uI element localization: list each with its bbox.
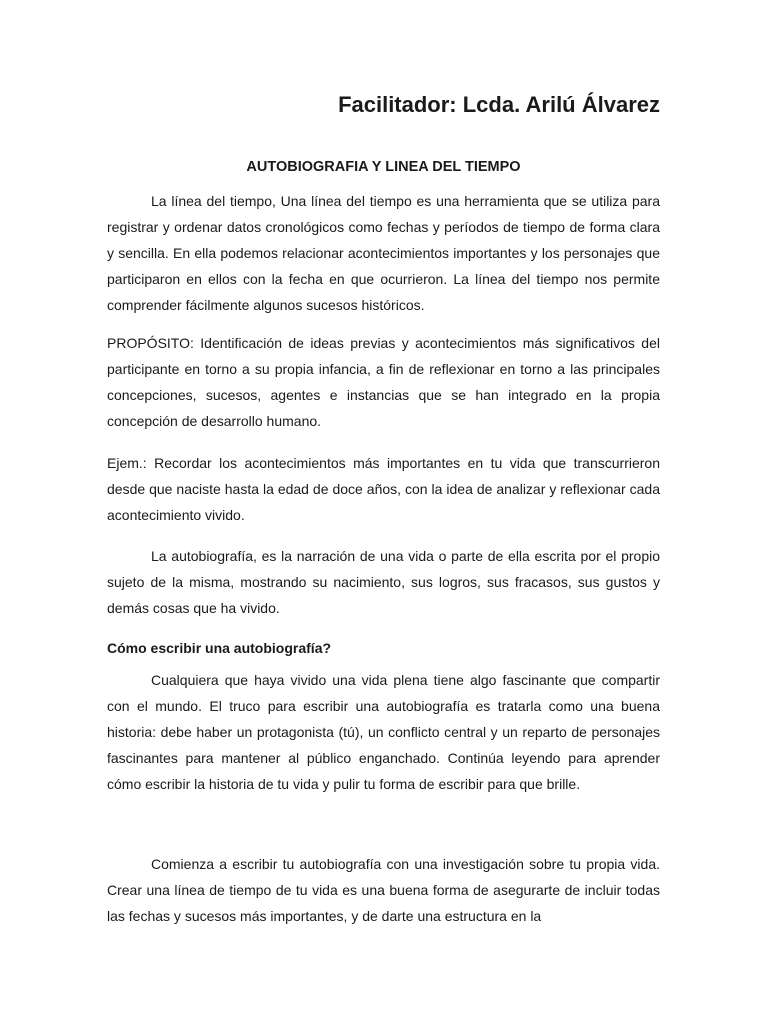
paragraph-proposito: PROPÓSITO: Identificación de ideas previas y acontecimientos más significativos del participante en torno a su propia infancia, a fin de reflexionar en torno a las principales concepciones, sucesos, agentes e instancias que se han integrado en la propia concepción de desarrollo humano. [107, 335, 660, 429]
paragraph-linea-del-tiempo: La línea del tiempo, Una línea del tiempo es una herramienta que se utiliza para registrar y ordenar datos cronológicos como fechas y períodos de tiempo de forma clara y sencilla. En ella podemos relacionar acontecimientos importantes y los personajes que participaron en ellos con la fecha en que ocurrieron. La línea del tiempo nos permite comprender fácilmente algunos sucesos históricos. [107, 193, 660, 313]
document-title: AUTOBIOGRAFIA Y LINEA DEL TIEMPO [246, 159, 521, 175]
facilitator-heading: Facilitador: Lcda. Arilú Álvarez [338, 92, 660, 117]
paragraph-autobiografia: La autobiografía, es la narración de una vida o parte de ella escrita por el propio sujeto de la misma, mostrando su nacimiento, sus logros, sus fracasos, sus gustos y demás cosas que ha vivido. [107, 548, 660, 616]
paragraph-cualquiera: Cualquiera que haya vivido una vida plena tiene algo fascinante que compartir con el mundo. El truco para escribir una autobiografía es tratarla como una buena historia: debe haber un protagonista (tú), un conflicto central y un reparto de personajes fascinantes para mantener al público enganchado. Continúa leyendo para aprender cómo escribir la historia de tu vida y pulir tu forma de escribir para que brille. [107, 672, 660, 792]
subheading-como-escribir: Cómo escribir una autobiografía? [107, 640, 332, 656]
paragraph-comienza: Comienza a escribir tu autobiografía con una investigación sobre tu propia vida. Crear una línea de tiempo de tu vida es una buena forma de asegurarte de incluir todas las fechas y sucesos más importantes, y de darte una estructura en la [107, 856, 660, 924]
paragraph-ejemplo: Ejem.: Recordar los acontecimientos más importantes en tu vida que transcurrieron desde que naciste hasta la edad de doce años, con la idea de analizar y reflexionar cada acontecimiento vivido. [107, 455, 660, 523]
